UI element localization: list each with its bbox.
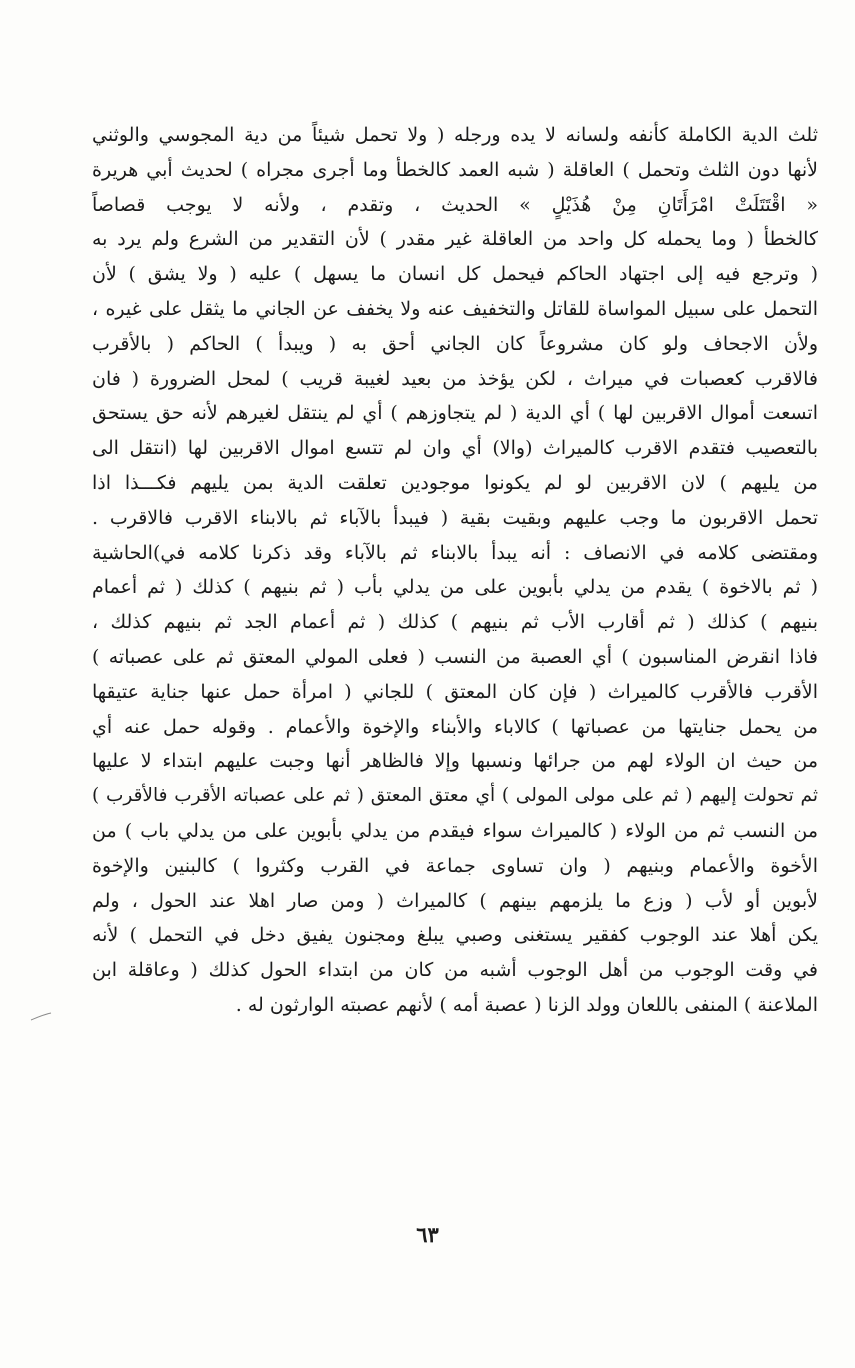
text-line: كالخطأ ( وما يحمله كل واحد من العاقلة غير مقدر ) لأن التقدير من الشرع ولم يرد به [92,228,818,251]
margin-pen-mark [30,1012,52,1022]
text-line: ولأن الاجحاف ولو كان مشروعاً كان الجاني أحق به ( ويبدأ ) الحاكم ( بالأقرب [92,332,818,355]
text-line: « اقْتَتَلَتْ امْرَأَتَانِ مِنْ هُذَيْلٍ » الحديث ، وتقدم ، ولأنه لا يوجب قصاصاً [92,193,818,216]
body-text [92,118,818,1023]
text-line: ثم تحولت إليهم ( ثم على مولى المولى ) أي معتق المعتق ( ثم على عصباته الأقرب فالأقرب ) [92,785,818,807]
text-line: فالاقرب كعصبات في ميراث ، لكن يؤخذ من بعيد لغيبة قريب ) لمحل الضرورة ( فان [92,367,818,390]
text-line: من يحمل جنايتها من عصباتها ) كالاباء والأبناء والإخوة والأعمام . وقوله حمل عنه أي [92,715,818,738]
text-line: بنيهم ) كذلك ( ثم أقارب الأب ثم بنيهم ) كذلك ( ثم أعمام الجد ثم بنيهم كذلك ، [92,611,818,634]
text-line: التحمل على سبيل المواساة للقاتل والتخفيف عنه ولا يخفف عن الجاني ما يثقل على غيره ، [92,297,818,320]
text-line: فاذا انقرض المناسبون ) أي العصبة من النسب ( فعلى المولي المعتق ثم على عصباته ) [92,645,818,668]
text-line: لأبوين أو لأب ( وزع ما يلزمهم بينهم ) كالميراث ( ومن صار اهلا عند الحول ، ولم [92,889,818,912]
text-line: في وقت الوجوب من أهل الوجوب أشبه من كان من ابتداء الحول كذلك ( وعاقلة ابن [92,959,818,982]
text-line: يكن أهلا عند الوجوب كفقير يستغنى وصبي يبلغ ومجنون يفيق دخل في التحمل ) لأنه [92,924,818,947]
text-line: ثلث الدية الكاملة كأنفه ولسانه لا يده ورجله ( ولا تحمل شيئاً من دية المجوسي والوثني [92,124,818,146]
text-line: بالتعصيب فتقدم الاقرب كالميراث (والا) أي وان لم تتسع اموال الاقربين لها (انتقل الى [92,437,818,460]
text-line: تحمل الاقربون ما وجب عليهم وبقيت بقية ( فيبدأ بالآباء ثم بالابناء الاقرب فالاقرب . [92,506,818,529]
text-line: من حيث ان الولاء لهم من جرائها ونسبها وإلا فالظاهر أنها وجبت عليهم ابتداء لا عليها [92,750,818,773]
text-line: الأخوة والأعمام وبنيهم ( وان تساوى جماعة في القرب وكثروا ) كالبنين والإخوة [92,854,818,877]
text-line: ( وترجع فيه إلى اجتهاد الحاكم فيحمل كل انسان ما يسهل ) عليه ( ولا يشق ) لأن [92,263,818,286]
text-line: اتسعت أموال الاقربين لها ) أي الدية ( لم يتجاوزهم ) أي لم ينتقل لغيرهم لأنه حق يستحق [92,402,818,425]
text-line: ومقتضى كلامه في الانصاف : أنه يبدأ بالابناء ثم بالآباء وقد ذكرنا كلامه في)الحاشية [92,541,818,564]
text-line: من النسب ثم من الولاء ( كالميراث سواء فيقدم من يدلي بأبوين على من يدلي باب ) من [92,819,818,842]
text-line: من يليهم ) لان الاقربين لو لم يكونوا موجودين تعلقت الدية بمن يليهم فكـــذا اذا [92,471,818,494]
page-number: ٦٣ [416,1222,439,1247]
text-line: ( ثم بالاخوة ) يقدم من يدلي بأبوين على من يدلي بأب ( ثم بنيهم ) كذلك ( ثم أعمام [92,576,818,599]
text-line: الملاعنة ) المنفى باللعان وولد الزنا ( عصبة أمه ) لأنهم عصبته الوارثون له . [235,993,818,1016]
text-line: لأنها دون الثلث وتحمل ) العاقلة ( شبه العمد كالخطأ وما أجرى مجراه ) لحديث أبي هريرة [92,158,818,181]
text-line: الأقرب فالأقرب كالميراث ( فإن كان المعتق ) للجاني ( امرأة حمل عنها جناية عتيقها [92,680,818,703]
